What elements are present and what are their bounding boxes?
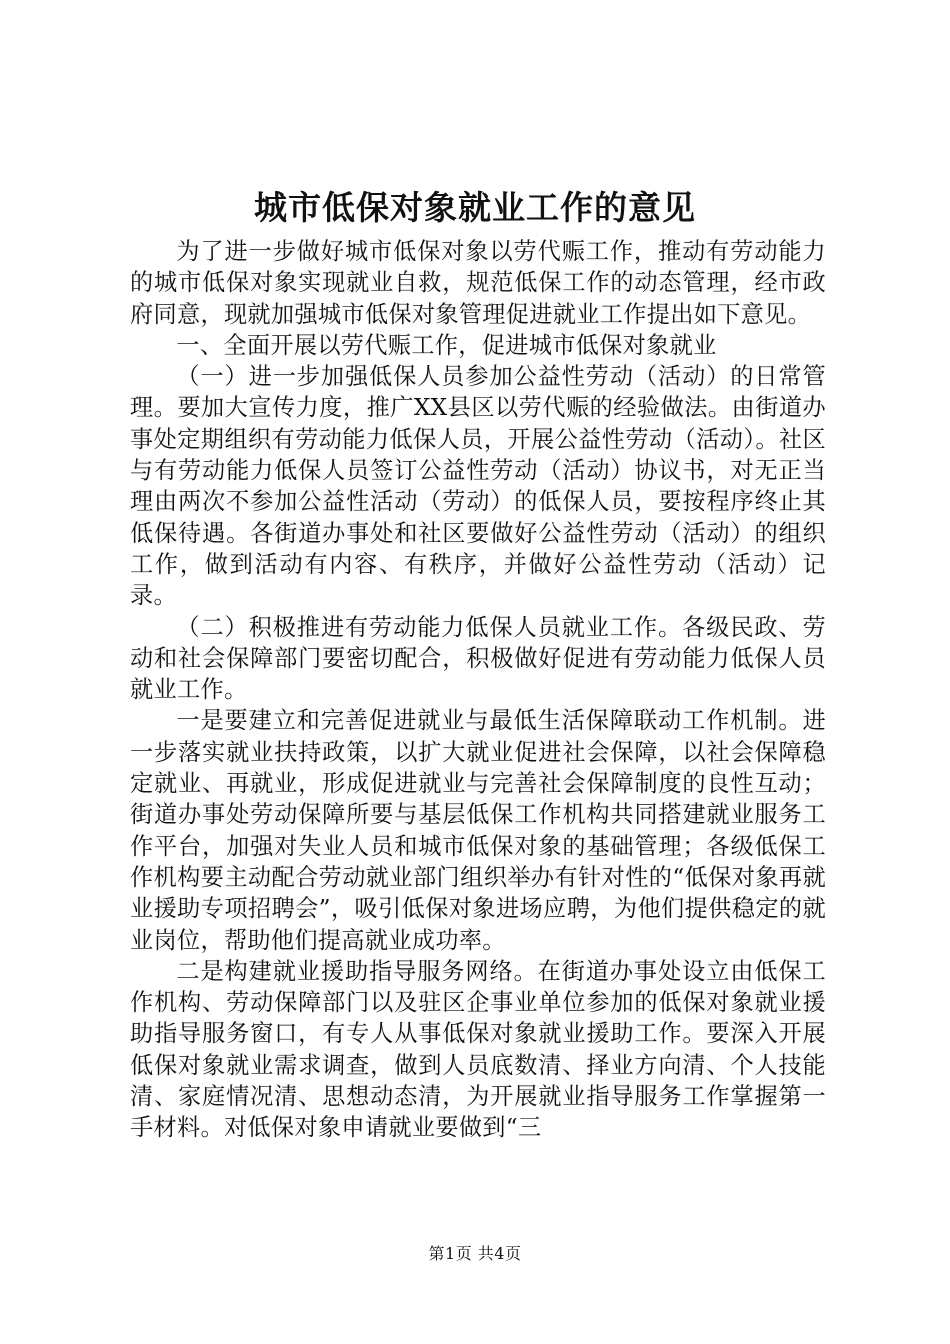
subsection-paragraph-2: （二）积极推进有劳动能力低保人员就业工作。各级民政、劳动和社会保障部门要密切配合，积极做好促进有劳动能力低保人员就业工作。 bbox=[130, 613, 826, 704]
document-body bbox=[130, 236, 826, 1144]
point-paragraph-2: 二是构建就业援助指导服务网络。在街道办事处设立由低保工作机构、劳动保障部门以及驻区企事业单位参加的低保对象就业援助指导服务窗口，有专人从事低保对象就业援助工作。要深入开展低保对象就业需求调查，做到人员底数清、择业方向清、个人技能清、家庭情况清、思想动态清，为开展就业指导服务工作掌握第一手材料。对低保对象申请就业要做到“三 bbox=[130, 957, 826, 1142]
intro-paragraph: 为了进一步做好城市低保对象以劳代赈工作，推动有劳动能力的城市低保对象实现就业自救，规范低保工作的动态管理，经市政府同意，现就加强城市低保对象管理促进就业工作提出如下意见。 bbox=[130, 238, 826, 328]
subsection-paragraph-1: （一）进一步加强低保人员参加公益性劳动（活动）的日常管理。要加大宣传力度，推广XX县区以劳代赈的经验做法。由街道办事处定期组织有劳动能力低保人员，开展公益性劳动（活动）。社区与有劳动能力低保人员签订公益性劳动（活动）协议书，对无正当理由两次不参加公益性活动（劳动）的低保人员，要按程序终止其低保待遇。各街道办事处和社区要做好公益性劳动（活动）的组织工作，做到活动有内容、有秩序，并做好公益性劳动（活动）记录。 bbox=[130, 363, 826, 610]
page-number-footer: 第1页 共4页 bbox=[428, 1244, 522, 1263]
point-paragraph-1: 一是要建立和完善促进就业与最低生活保障联动工作机制。进一步落实就业扶持政策，以扩大就业促进社会保障，以社会保障稳定就业、再就业，形成促进就业与完善社会保障制度的良性互动；街道办事处劳动保障所要与基层低保工作机构共同搭建就业服务工作平台，加强对失业人员和城市低保对象的基础管理；各级低保工作机构要主动配合劳动就业部门组织举办有针对性的“低保对象再就业援助专项招聘会”，吸引低保对象进场应聘，为他们提供稳定的就业岗位，帮助他们提高就业成功率。 bbox=[130, 707, 826, 954]
section-heading-1: 一、全面开展以劳代赈工作，促进城市低保对象就业 bbox=[176, 331, 717, 359]
document-title: 城市低保对象就业工作的意见 bbox=[254, 188, 696, 227]
